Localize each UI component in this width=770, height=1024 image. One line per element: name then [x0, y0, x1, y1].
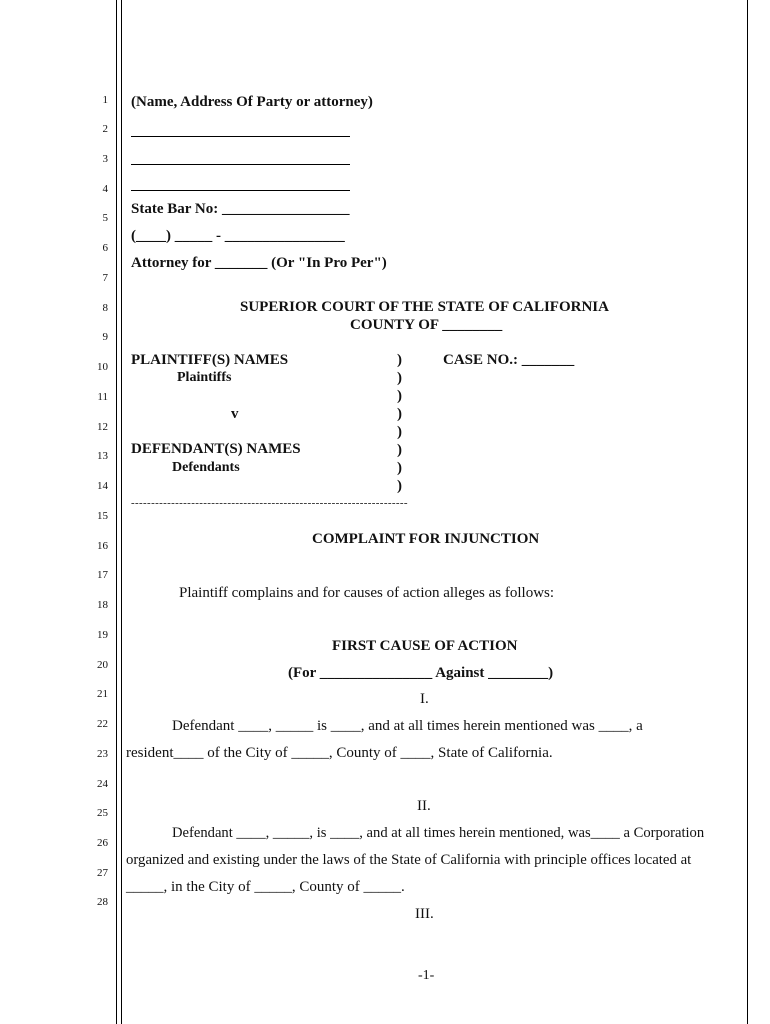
line-number: 26 [97, 837, 108, 849]
phone-field: (____) _____ - ________________ [131, 228, 345, 244]
line-number: 24 [97, 778, 108, 790]
plaintiffs-names: PLAINTIFF(S) NAMES [131, 352, 289, 368]
county-title: COUNTY OF ________ [350, 317, 503, 333]
line-number: 20 [97, 659, 108, 671]
line-number: 27 [97, 867, 108, 879]
line-number: 28 [97, 896, 108, 908]
line-number: 7 [102, 272, 108, 284]
line-number: 6 [102, 242, 108, 254]
court-title: SUPERIOR COURT OF THE STATE OF CALIFORNIA [240, 299, 609, 315]
line-number: 4 [102, 183, 108, 195]
right-margin-rule [747, 0, 748, 1024]
caption-divider: --------------------------------------------------------------------- [131, 497, 408, 509]
line-number: 15 [97, 510, 108, 522]
paragraph-2-line-1: Defendant ____, _____, is ____, and at all times herein mentioned, was____ a Corporation [172, 825, 705, 841]
section-heading-3: III. [415, 906, 434, 922]
section-heading-1: I. [420, 691, 429, 707]
left-margin-rule-outer [116, 0, 117, 1024]
line-number: 25 [97, 807, 108, 819]
line-number: 17 [97, 569, 108, 581]
paragraph-1-line-1: Defendant ____, _____ is ____, and at all times herein mentioned was ____, a [172, 718, 643, 734]
page-number: -1- [418, 968, 435, 983]
intro-paragraph: Plaintiff complains and for causes of action alleges as follows: [179, 585, 555, 601]
cause-of-action-heading: FIRST CAUSE OF ACTION [332, 638, 518, 654]
line-number: 19 [97, 629, 108, 641]
line-number: 10 [97, 361, 108, 373]
left-margin-rule-inner [121, 0, 122, 1024]
caption-paren: ) [397, 370, 402, 386]
line-number: 22 [97, 718, 108, 730]
caption-paren: ) [397, 406, 402, 422]
caption-paren: ) [397, 442, 402, 458]
caption-paren: ) [397, 460, 402, 476]
state-bar-field: State Bar No: _________________ [131, 201, 350, 217]
line-number: 18 [97, 599, 108, 611]
line-number: 2 [102, 123, 108, 135]
address-line-2 [131, 164, 350, 165]
defendants-names: DEFENDANT(S) NAMES [131, 441, 301, 457]
versus-label: v [231, 406, 239, 422]
paragraph-2-line-3: _____, in the City of _____, County of _____. [126, 879, 405, 895]
address-line-1 [131, 136, 350, 137]
line-number: 3 [102, 153, 108, 165]
case-number-field: CASE NO.: _______ [443, 352, 575, 368]
paragraph-2-line-2: organized and existing under the laws of the State of California with principle offices located at [126, 852, 692, 868]
caption-paren: ) [397, 478, 402, 494]
caption-paren: ) [397, 424, 402, 440]
line-number: 13 [97, 450, 108, 462]
address-line-3 [131, 190, 350, 191]
line-number: 16 [97, 540, 108, 552]
attorney-for-field: Attorney for _______ (Or "In Pro Per") [131, 255, 387, 271]
line-number: 12 [97, 421, 108, 433]
plaintiffs-label: Plaintiffs [177, 370, 232, 385]
line-number: 11 [97, 391, 108, 403]
line-number: 23 [97, 748, 108, 760]
name-address-label: (Name, Address Of Party or attorney) [131, 94, 373, 110]
line-number: 9 [102, 331, 108, 343]
section-heading-2: II. [417, 798, 431, 814]
line-number: 5 [102, 212, 108, 224]
cause-of-action-subheading: (For _______________ Against ________) [288, 665, 554, 681]
defendants-label: Defendants [172, 460, 240, 475]
caption-paren: ) [397, 352, 402, 368]
paragraph-1-line-2: resident____ of the City of _____, County of ____, State of California. [126, 745, 553, 761]
line-number: 1 [102, 94, 108, 106]
line-number: 21 [97, 688, 108, 700]
complaint-title: COMPLAINT FOR INJUNCTION [312, 531, 540, 547]
line-number: 8 [102, 302, 108, 314]
caption-paren: ) [397, 388, 402, 404]
line-number: 14 [97, 480, 108, 492]
